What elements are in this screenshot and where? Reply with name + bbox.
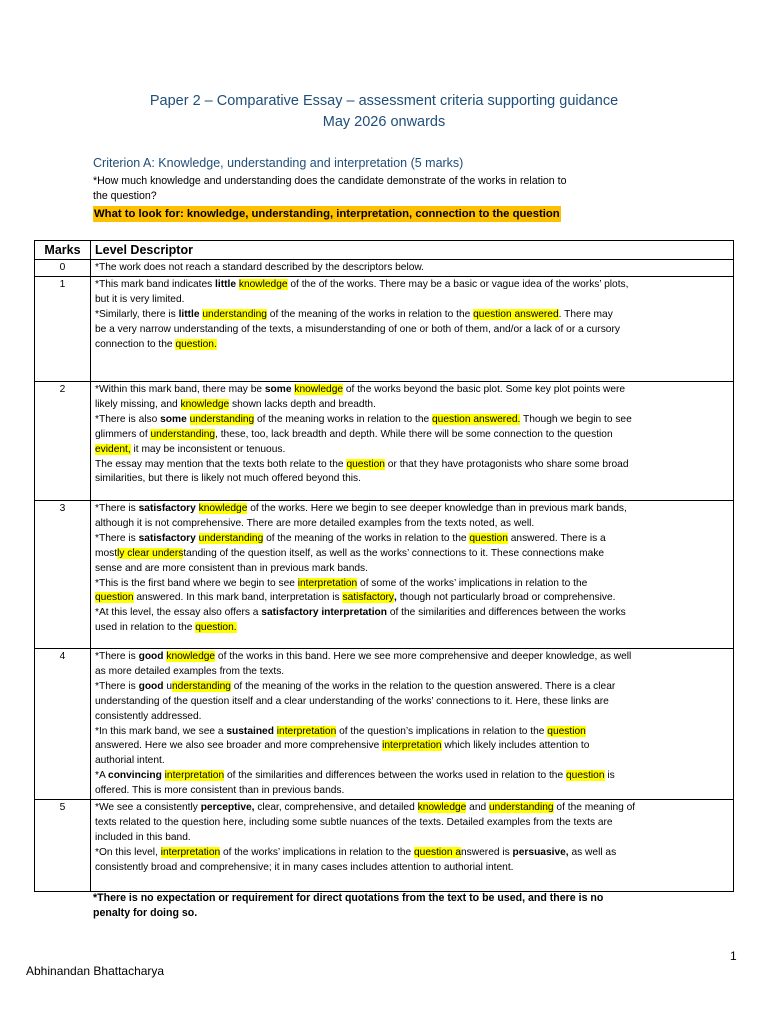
descriptor-text: as more detailed examples from the texts.	[95, 665, 285, 677]
descriptor-text: offered. This is more consistent than in previous bands.	[95, 785, 345, 797]
highlighted-term: understanding	[189, 413, 255, 425]
descriptor-text: *There is	[95, 532, 139, 544]
descriptor-text: answered. Here we also see broader and more comprehensive	[95, 740, 383, 752]
table-row	[35, 260, 734, 277]
descriptor-text: similarities, but there is likely not much offered beyond this.	[95, 473, 361, 485]
document-subtitle: May 2026 onwards	[322, 114, 446, 130]
level-descriptor	[91, 800, 734, 892]
descriptor-text: glimmers of	[95, 428, 151, 440]
highlighted-term: knowledge	[180, 398, 230, 410]
bold-term: persuasive,	[512, 846, 569, 858]
descriptor-line	[95, 308, 729, 323]
highlighted-term: question	[95, 592, 134, 604]
mark-value: 2	[35, 382, 91, 501]
descriptor-text: , these, too, lack breadth and depth. While there will be some connection to the question	[215, 428, 613, 440]
footnote-line: penalty for doing so.	[93, 907, 198, 919]
descriptor-line	[95, 502, 729, 517]
descriptor-text: be a very narrow understanding of the texts, a misunderstanding of one or both of them, and/or a lack of or a cursory	[95, 323, 620, 335]
descriptor-text: *This mark band indicates	[95, 279, 216, 290]
mark-value: 4	[35, 649, 91, 800]
bold-term: little	[178, 308, 200, 320]
highlighted-term: interpretation	[160, 846, 221, 858]
descriptor-text: texts related to the question here, including some subtle nuances of the texts. Detailed examples from the texts are	[95, 816, 613, 828]
descriptor-line	[95, 650, 729, 665]
highlighted-term: question	[469, 532, 508, 544]
descriptor-line	[95, 517, 729, 532]
highlighted-term: satisfactory	[342, 592, 395, 604]
descriptor-line	[95, 261, 729, 276]
descriptor-line	[95, 606, 729, 621]
descriptor-text: *A	[95, 770, 109, 782]
descriptor-text: of some of the works’ implications in relation to the	[357, 577, 588, 589]
descriptor-text: *This is the first band where we begin to see	[95, 577, 298, 589]
descriptor-line	[95, 472, 729, 487]
descriptor-text: tanding of the question itself, as well as the works’ connections to it. These connections make	[183, 547, 605, 559]
descriptor-text: connection to the	[95, 338, 176, 350]
descriptor-text: Though we begin to see	[520, 413, 632, 425]
descriptor-line	[95, 710, 729, 725]
descriptor-line	[95, 831, 729, 846]
descriptor-line	[95, 725, 729, 740]
descriptor-text: as well as	[568, 846, 617, 858]
descriptor-line	[95, 665, 729, 680]
marks-column-header: Marks	[35, 241, 91, 260]
descriptor-text: of the works beyond the basic plot. Some key plot points were	[343, 384, 626, 395]
highlighted-term: understanding	[489, 802, 554, 814]
descriptor-text: nswered is	[461, 846, 513, 858]
descriptor-line	[95, 383, 729, 398]
highlighted-term: understanding	[150, 428, 216, 440]
criterion-heading: Criterion A: Knowledge, understanding and interpretation (5 marks)	[93, 156, 464, 170]
highlighted-term: knowledge	[166, 651, 216, 662]
table-header-row	[35, 241, 734, 260]
descriptor-text: of the of the works. There may be a basic or vague idea of the works’ plots,	[287, 279, 629, 290]
descriptor-text: included in this band.	[95, 831, 191, 843]
criterion-question-line: *How much knowledge and understanding does the candidate demonstrate of the works in relation to	[93, 175, 567, 187]
highlighted-term: question	[547, 725, 586, 737]
descriptor-text: of the meaning works in relation to the	[254, 413, 432, 425]
descriptor-line	[95, 428, 729, 443]
descriptor-text: of the meaning of the works in relation to the	[266, 308, 474, 320]
bold-term: little	[215, 279, 236, 290]
bold-term: perceptive,	[200, 802, 255, 814]
descriptor-text: *There is	[95, 651, 139, 662]
descriptor-line	[95, 458, 729, 473]
descriptor-text: *We see a consistently	[95, 802, 201, 814]
descriptor-text: *Within this mark band, there may be	[95, 384, 265, 395]
descriptor-text: *Similarly, there is	[95, 308, 179, 320]
highlighted-term: question a	[414, 846, 462, 858]
descriptor-line	[95, 769, 729, 784]
highlighted-term: knowledge	[294, 384, 344, 395]
descriptor-text: it may be inconsistent or tenuous.	[130, 443, 286, 455]
descriptor-line	[95, 398, 729, 413]
level-descriptor-table	[34, 240, 734, 892]
descriptor-line	[95, 338, 729, 353]
table-row	[35, 277, 734, 382]
highlighted-term: interpretation	[164, 770, 225, 782]
page-number: 1	[730, 949, 737, 963]
descriptor-line	[95, 413, 729, 428]
descriptor-line	[95, 784, 729, 799]
descriptor-text: consistently addressed.	[95, 710, 202, 722]
descriptor-column-header: Level Descriptor	[91, 241, 734, 260]
bold-term: some	[264, 384, 292, 395]
criterion-question	[93, 174, 653, 204]
descriptor-text: likely missing, and	[95, 398, 181, 410]
footnote-line: *There is no expectation or requirement for direct quotations from the text to be used, and there is no	[93, 892, 604, 904]
highlighted-term: ly clear unders	[117, 547, 184, 559]
highlighted-term: question	[565, 770, 605, 782]
descriptor-text: *At this level, the essay also offers a	[95, 607, 262, 619]
descriptor-line	[95, 323, 729, 338]
descriptor-line	[95, 861, 729, 876]
descriptor-text: answered. There is a	[507, 532, 606, 544]
bold-term: ,	[394, 592, 397, 604]
descriptor-text: most	[95, 547, 118, 559]
descriptor-line	[95, 739, 729, 754]
descriptor-text: understanding of the question itself and a clear understanding of the works’ connections to it. Here, these links are	[95, 695, 609, 707]
descriptor-line	[95, 680, 729, 695]
descriptor-line	[95, 532, 729, 547]
bold-term: satisfactory interpretation	[261, 607, 387, 619]
descriptor-line	[95, 621, 729, 636]
highlighted-term: evident,	[95, 443, 131, 455]
highlighted-term: knowledge	[238, 279, 288, 290]
highlighted-term: question answered.	[432, 413, 521, 425]
descriptor-line	[95, 443, 729, 458]
bold-term: good	[138, 651, 164, 662]
highlighted-term: question.	[175, 338, 217, 350]
descriptor-text: but it is very limited.	[95, 293, 185, 305]
bold-term: sustained	[226, 725, 274, 737]
descriptor-text: and	[466, 802, 489, 814]
highlighted-term: knowledge	[198, 503, 248, 514]
descriptor-text: of the similarities and differences between the works	[386, 607, 626, 619]
descriptor-text: although it is not comprehensive. There are more detailed examples from the texts noted, as well.	[95, 517, 535, 529]
descriptor-line	[95, 816, 729, 831]
descriptor-text: of the works. Here we begin to see deeper knowledge than in previous mark bands,	[247, 503, 627, 514]
footnote	[93, 891, 653, 921]
descriptor-text: of the question’s implications in relation to the	[336, 725, 548, 737]
mark-value: 3	[35, 501, 91, 649]
descriptor-line	[95, 547, 729, 562]
bold-term: some	[160, 413, 187, 425]
mark-value: 0	[35, 260, 91, 277]
highlighted-term: interpretation	[382, 740, 442, 752]
descriptor-line	[95, 293, 729, 308]
highlighted-term: question	[346, 458, 385, 470]
descriptor-text: shown lacks depth and breadth.	[229, 398, 376, 410]
descriptor-text: used in relation to the	[95, 622, 196, 634]
descriptor-text: sense and are more consistent than in previous mark bands.	[95, 562, 368, 574]
highlighted-term: interpretation	[297, 577, 358, 589]
descriptor-text: . There may	[558, 308, 613, 320]
highlighted-term: interpretation	[276, 725, 337, 737]
descriptor-text: which likely includes attention to	[441, 740, 590, 752]
descriptor-text: of the meaning of the works in relation to the	[263, 532, 470, 544]
descriptor-text: *There is	[95, 503, 139, 514]
descriptor-line	[95, 801, 729, 816]
descriptor-text: of the similarities and differences between the works used in relation to the	[224, 770, 566, 782]
descriptor-line	[95, 846, 729, 861]
look-for-banner: What to look for: knowledge, understanding, interpretation, connection to the question	[94, 208, 560, 220]
descriptor-text: u	[163, 680, 173, 692]
mark-value: 5	[35, 800, 91, 892]
descriptor-text: or that they have protagonists who share some broad	[384, 458, 629, 470]
bold-term: satisfactory	[138, 503, 196, 514]
descriptor-line	[95, 278, 729, 293]
level-descriptor	[91, 382, 734, 501]
descriptor-text: *On this level,	[95, 846, 161, 858]
descriptor-text: is	[604, 770, 615, 782]
table-row	[35, 501, 734, 649]
table-row	[35, 649, 734, 800]
level-descriptor	[91, 260, 734, 277]
bold-term: convincing	[108, 770, 162, 782]
descriptor-text: of the meaning of the works in the relation to the question answered. There is a clear	[230, 680, 616, 692]
mark-value: 1	[35, 277, 91, 382]
highlighted-term: understanding	[198, 532, 264, 544]
descriptor-line	[95, 754, 729, 769]
highlighted-term: nderstanding	[172, 680, 231, 692]
descriptor-text: of the works in this band. Here we see more comprehensive and deeper knowledge, as well	[215, 651, 632, 662]
highlighted-term: understanding	[202, 308, 267, 320]
descriptor-text: *There is	[95, 680, 139, 692]
table-row	[35, 800, 734, 892]
criterion-question-line: the question?	[93, 190, 157, 202]
descriptor-line	[95, 577, 729, 592]
level-descriptor	[91, 501, 734, 649]
descriptor-text: authorial intent.	[95, 755, 165, 767]
table-row	[35, 382, 734, 501]
descriptor-text: *The work does not reach a standard described by the descriptors below.	[95, 262, 425, 273]
highlighted-term: question.	[195, 622, 237, 634]
descriptor-text: *There is also	[95, 413, 161, 425]
highlighted-term: question answered	[473, 308, 559, 320]
highlighted-term: knowledge	[417, 802, 467, 814]
descriptor-text: of the meaning of	[553, 802, 636, 814]
bold-term: satisfactory	[138, 532, 196, 544]
author-name: Abhinandan Bhattacharya	[26, 964, 165, 978]
bold-term: good	[138, 680, 164, 692]
descriptor-line	[95, 562, 729, 577]
descriptor-text: of the works’ implications in relation to the	[220, 846, 414, 858]
descriptor-text: *In this mark band, we see a	[95, 725, 227, 737]
descriptor-text: though not particularly broad or comprehensive.	[396, 592, 616, 604]
descriptor-text: consistently broad and comprehensive; it in many cases includes attention to authorial intent.	[95, 861, 514, 873]
descriptor-text: answered. In this mark band, interpretation is	[133, 592, 343, 604]
level-descriptor	[91, 277, 734, 382]
descriptor-line	[95, 591, 729, 606]
level-descriptor	[91, 649, 734, 800]
descriptor-text: clear, comprehensive, and detailed	[254, 802, 418, 814]
document-title: Paper 2 – Comparative Essay – assessment criteria supporting guidance	[149, 93, 619, 109]
descriptor-line	[95, 695, 729, 710]
descriptor-text: The essay may mention that the texts both relate to the	[95, 458, 347, 470]
